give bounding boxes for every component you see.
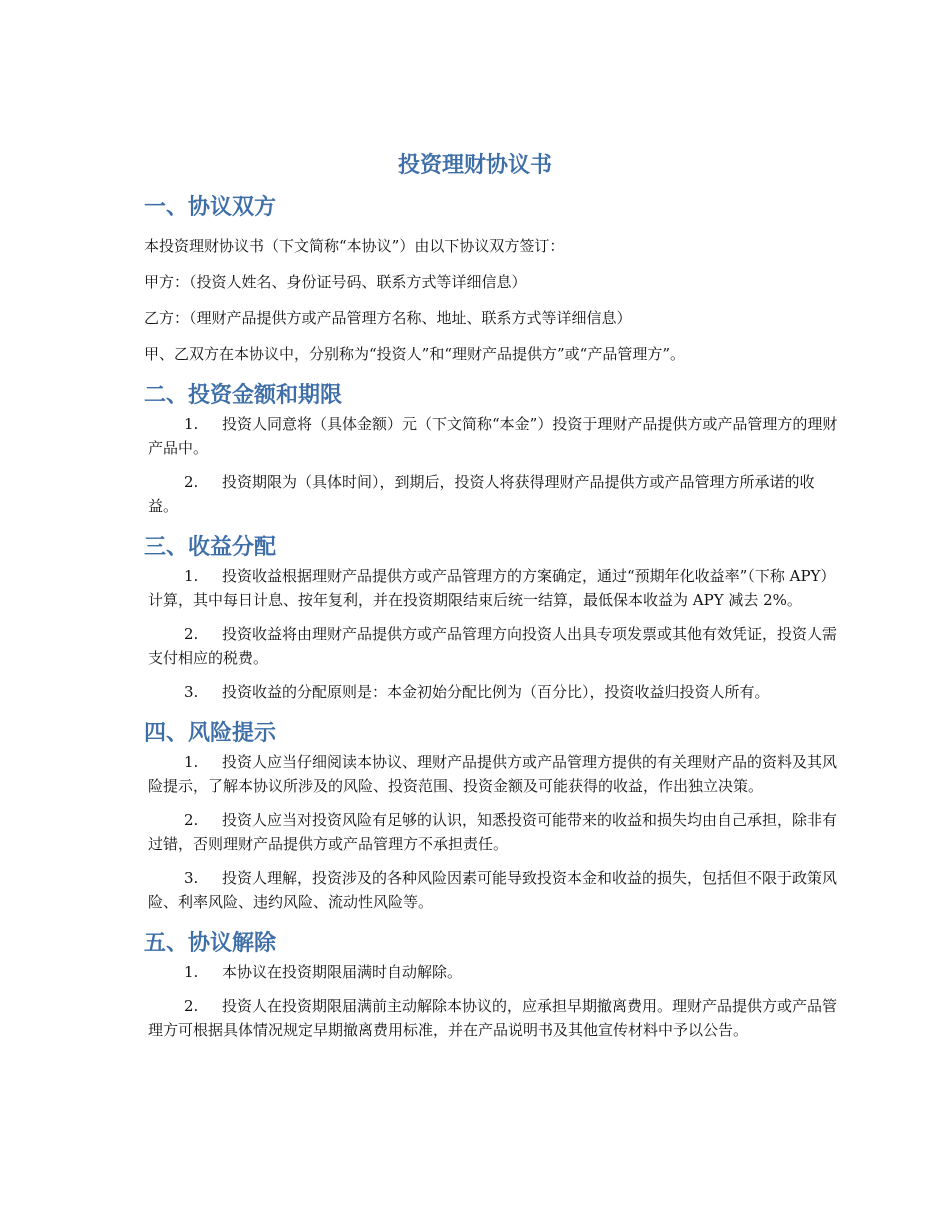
paragraph: 甲方：（投资人姓名、身份证号码、联系方式等详细信息） bbox=[144, 273, 527, 291]
item-text: 投资收益将由理财产品提供方或产品管理方向投资人出具专项发票或其他有效凭证，投资人需支付相应的税费。 bbox=[148, 625, 838, 667]
item-text: 投资人在投资期限届满前主动解除本协议的，应承担早期撤离费用。理财产品提供方或产品管理方可根据具体情况规定早期撤离费用标准，并在产品说明书及其他宣传材料中予以公告。 bbox=[148, 997, 838, 1039]
section-heading: 四、风险提示 bbox=[144, 721, 277, 746]
list-item bbox=[144, 470, 840, 518]
item-text: 投资人应当对投资风险有足够的认识，知悉投资可能带来的收益和损失均由自己承担，除非有过错，否则理财产品提供方或产品管理方不承担责任。 bbox=[148, 811, 838, 853]
list-item bbox=[144, 866, 840, 914]
section-risk-notice bbox=[144, 718, 840, 914]
item-number: 2. bbox=[184, 997, 199, 1015]
item-text: 投资收益的分配原则是：本金初始分配比例为（百分比），投资收益归投资人所有。 bbox=[222, 683, 770, 701]
section-parties bbox=[144, 192, 840, 366]
section-heading: 一、协议双方 bbox=[144, 195, 277, 220]
item-number: 3. bbox=[184, 869, 199, 887]
document-body bbox=[144, 192, 840, 1042]
section-termination bbox=[144, 928, 840, 1042]
list-item bbox=[144, 680, 840, 704]
item-number: 1. bbox=[184, 415, 199, 433]
item-number: 1. bbox=[184, 963, 199, 981]
item-number: 1. bbox=[184, 753, 199, 771]
list-item bbox=[144, 622, 840, 670]
section-heading: 五、协议解除 bbox=[144, 931, 277, 956]
item-number: 2. bbox=[184, 473, 199, 491]
list-item bbox=[144, 960, 840, 984]
list-item bbox=[144, 564, 840, 612]
list-item bbox=[144, 412, 840, 460]
section-heading: 三、收益分配 bbox=[144, 535, 277, 560]
item-text: 投资期限为（具体时间），到期后，投资人将获得理财产品提供方或产品管理方所承诺的收益。 bbox=[148, 473, 815, 515]
section-heading: 二、投资金额和期限 bbox=[144, 383, 343, 408]
list-item bbox=[144, 994, 840, 1042]
paragraph: 乙方：（理财产品提供方或产品管理方名称、地址、联系方式等详细信息） bbox=[144, 309, 632, 327]
item-text: 本协议在投资期限届满时自动解除。 bbox=[222, 963, 463, 981]
item-number: 2. bbox=[184, 811, 199, 829]
section-amount-term bbox=[144, 380, 840, 518]
document-title: 投资理财协议书 bbox=[397, 153, 552, 178]
paragraph: 甲、乙双方在本协议中，分别称为“投资人”和“理财产品提供方”或“产品管理方”。 bbox=[144, 345, 686, 363]
item-text: 投资人理解，投资涉及的各种风险因素可能导致投资本金和收益的损失，包括但不限于政策风险、利率风险、违约风险、流动性风险等。 bbox=[148, 869, 838, 911]
list-item bbox=[144, 750, 840, 798]
item-number: 2. bbox=[184, 625, 199, 643]
paragraph: 本投资理财协议书（下文简称“本协议”）由以下协议双方签订： bbox=[144, 237, 565, 255]
section-profit-distribution bbox=[144, 532, 840, 704]
item-number: 1. bbox=[184, 567, 199, 585]
item-text: 投资人同意将（具体金额）元（下文简称“本金”）投资于理财产品提供方或产品管理方的理财产品中。 bbox=[148, 415, 838, 457]
item-number: 3. bbox=[184, 683, 199, 701]
item-text: 投资收益根据理财产品提供方或产品管理方的方案确定，通过“预期年化收益率”（下称 APY）计算，其中每日计息、按年复利，并在投资期限结束后统一结算，最低保本收益为 APY 减去 2%。 bbox=[148, 567, 836, 609]
item-text: 投资人应当仔细阅读本协议、理财产品提供方或产品管理方提供的有关理财产品的资料及其风险提示，了解本协议所涉及的风险、投资范围、投资金额及可能获得的收益，作出独立决策。 bbox=[148, 753, 838, 795]
list-item bbox=[144, 808, 840, 856]
